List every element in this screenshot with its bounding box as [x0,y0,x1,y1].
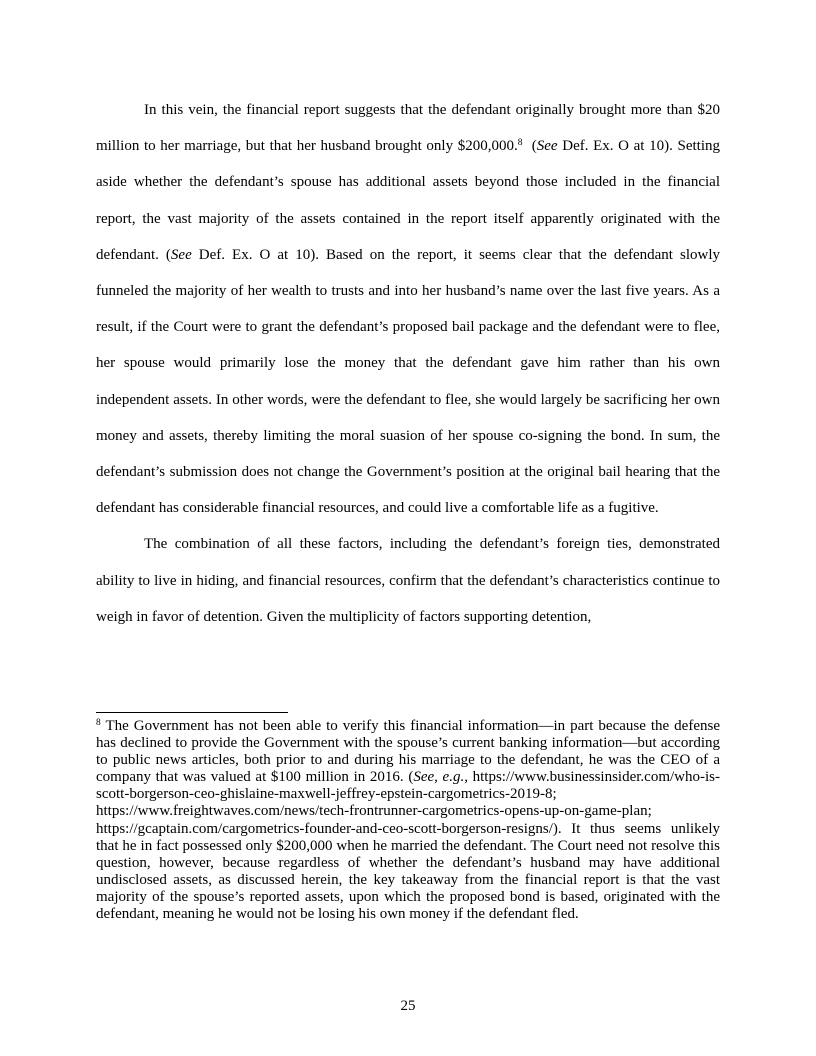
page-number: 25 [400,998,416,1014]
footnote-reference-8: 8 [517,138,523,149]
footnote-number: 8 [96,718,101,728]
footnote-text-a: The Government has not been able to verify this financial information—in part because the defense has declined to provide the Government with the spouse’s current banking information—but according to public news articles, both prior to and during his marriage to the defendant, he was the CEO of a company that was valued at $100 million in 2016. ( [96,718,720,786]
footnote-text-b: , https://www.businessinsider.com/who-is-scott-borgerson-ceo-ghislaine-maxwell-jeffrey-epstein-cargometrics-2019-8; https://www.freightwaves.com/news/tech-frontrunner-cargometrics-opens-up-on-game-plan; https://gcaptain.com/cargometrics-founder-and-ceo-scott-borgerson-resigns/). It thus seems unlikely that he in fact possessed only $200,000 when he married the defendant. The Court need not resolve this question, however, because regardless of whether the defendant’s husband may have additional undisclosed assets, as discussed herein, the key takeaway from the financial report is that the vast majority of the spouse’s reported assets, upon which the proposed bond is based, originated with the defendant, meaning he would not be losing his own money if the defendant fled. [96,769,720,923]
citation-signal-see-eg: See, e.g. [413,769,465,786]
paragraph-combination-of-factors: The combination of all these factors, including the defendant’s foreign ties, demonstrated ability to live in hiding, and financial resources, confirm that the defendant’s characteristics continue to weigh in favor of detention. Given the multiplicity of factors supporting detention, [96,536,720,625]
footnote-8 [96,718,720,923]
body-text [96,92,720,635]
citation-signal-see: See [536,138,558,155]
paragraph-1-text-b: ( [522,138,537,155]
paragraph-1-text-d: Def. Ex. O at 10). Based on the report, it seems clear that the defendant slowly funneled the majority of her wealth to trusts and into her husband’s name over the last five years. As a result, if the Court were to grant the defendant’s proposed bail package and the defendant were to flee, her spouse would primarily lose the money that the defendant gave him rather than his own independent assets. In other words, were the defendant to flee, she would largely be sacrificing her own money and assets, thereby limiting the moral suasion of her spouse co-signing the bond. In sum, the defendant’s submission does not change the Government’s position at the original bail hearing that the defendant has considerable financial resources, and could live a comfortable life as a fugitive. [96,246,720,517]
paragraph-1-text-a: In this vein, the financial report suggests that the defendant originally brought more than $20 million to her marriage, but that her husband brought only $200,000. [96,102,720,155]
footnote-separator [96,712,288,713]
paragraph-financial-report [96,92,720,526]
citation-signal-see: See [170,246,192,263]
paragraph-1-text-c: Def. Ex. O at 10). Setting aside whether the defendant’s spouse has additional assets beyond those included in the financial report, the vast majority of the assets contained in the report itself apparently originated with the defendant. ( [96,138,720,263]
footnote-text [96,718,720,923]
